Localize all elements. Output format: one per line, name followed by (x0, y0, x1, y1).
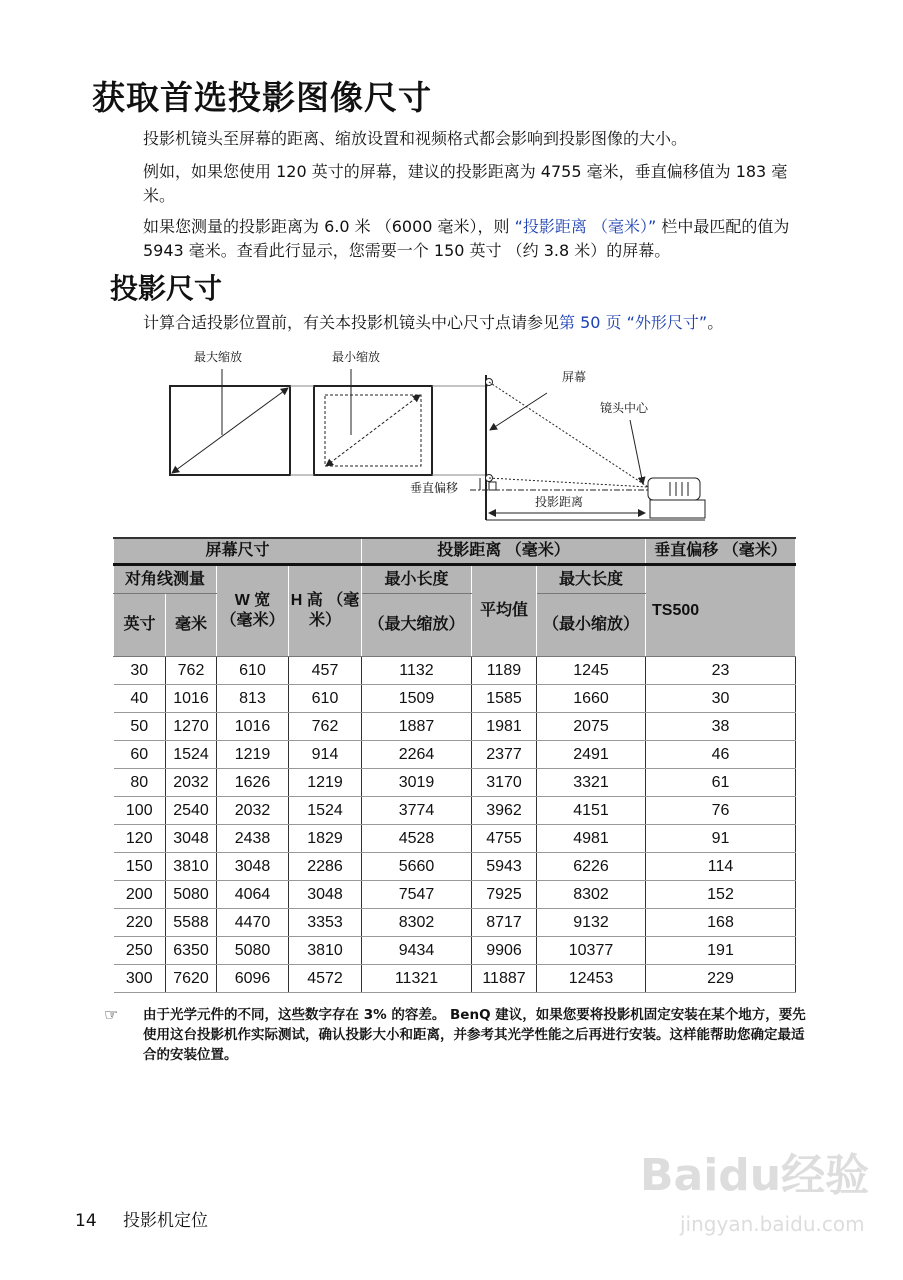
max-zoom-label: 最大缩放 (194, 350, 243, 364)
table-cell: 813 (217, 685, 289, 713)
table-cell: 4755 (472, 825, 537, 853)
table-cell: 300 (114, 965, 166, 993)
table-cell: 6350 (166, 937, 217, 965)
table-and-note (104, 537, 814, 1065)
table-cell: 80 (114, 769, 166, 797)
table-row (114, 825, 796, 853)
table-cell: 7620 (166, 965, 217, 993)
table-cell: 1132 (362, 657, 472, 685)
section-title: 投影尺寸 (110, 272, 223, 305)
table-cell: 3810 (289, 937, 362, 965)
projection-distance-link[interactable]: “投影距离 （毫米）” (514, 217, 657, 236)
table-cell: 3048 (166, 825, 217, 853)
table-cell: 9434 (362, 937, 472, 965)
paragraph-1: 投影机镜头至屏幕的距离、缩放设置和视频格式都会影响到投影图像的大小。 (143, 129, 688, 148)
table-cell: 46 (646, 741, 796, 769)
header-height: H 高 （毫米） (289, 565, 362, 657)
tolerance-note: 由于光学元件的不同，这些数字存在 3% 的容差。 BenQ 建议，如果您要将投影机固定安装在某个地方，要先使用这台投影机作实际测试，确认投影大小和距离，并参考其光学性能之后再进行安装。这样能帮助您确定最适合的安装位置。 (143, 1007, 806, 1063)
section-text-end: 。 (707, 313, 724, 332)
table-cell: 762 (289, 713, 362, 741)
table-cell: 2264 (362, 741, 472, 769)
table-cell: 3019 (362, 769, 472, 797)
paragraph-3-text: 如果您测量的投影距离为 6.0 米 （6000 毫米），则 (143, 217, 515, 236)
table-cell: 4572 (289, 965, 362, 993)
table-cell: 152 (646, 881, 796, 909)
table-cell: 4981 (537, 825, 646, 853)
table-cell: 12453 (537, 965, 646, 993)
table-cell: 9906 (472, 937, 537, 965)
table-cell: 3962 (472, 797, 537, 825)
table-row (114, 853, 796, 881)
table-row (114, 713, 796, 741)
table-cell: 50 (114, 713, 166, 741)
table-cell: 3321 (537, 769, 646, 797)
table-row (114, 937, 796, 965)
pointing-hand-icon: ☞ (104, 1005, 119, 1024)
header-min-length: 最小长度 (362, 565, 472, 594)
table-cell: 60 (114, 741, 166, 769)
watermark-logo: Baidu经验 (640, 1150, 870, 1201)
header-average: 平均值 (472, 565, 537, 657)
table-cell: 1829 (289, 825, 362, 853)
table-cell: 23 (646, 657, 796, 685)
footer-section: 投影机定位 (123, 1211, 208, 1231)
table-cell: 30 (114, 657, 166, 685)
table-cell: 4151 (537, 797, 646, 825)
table-row (114, 741, 796, 769)
table-cell: 2032 (217, 797, 289, 825)
table-cell: 1245 (537, 657, 646, 685)
table-cell: 3048 (217, 853, 289, 881)
screen-label: 屏幕 (562, 370, 587, 384)
table-cell: 150 (114, 853, 166, 881)
page-number: 14 (75, 1211, 97, 1231)
table-cell: 5080 (166, 881, 217, 909)
lens-center-label: 镜头中心 (600, 401, 649, 415)
header-mm: 毫米 (166, 594, 217, 657)
table-cell: 4064 (217, 881, 289, 909)
table-cell: 8302 (537, 881, 646, 909)
min-zoom-label: 最小缩放 (332, 350, 381, 364)
projection-distance-label: 投影距离 (535, 495, 584, 509)
table-cell: 200 (114, 881, 166, 909)
table-cell: 1016 (166, 685, 217, 713)
paragraph-3-text-end: 栏中最匹配的值为 5943 毫米。查看此行显示，您需要一个 150 英寸 （约 3.8 米）的屏幕。 (143, 217, 790, 260)
table-cell: 5588 (166, 909, 217, 937)
table-cell: 1509 (362, 685, 472, 713)
table-cell: 7547 (362, 881, 472, 909)
table-cell: 7925 (472, 881, 537, 909)
table-cell: 5080 (217, 937, 289, 965)
table-cell: 1585 (472, 685, 537, 713)
table-cell: 6096 (217, 965, 289, 993)
table-cell: 6226 (537, 853, 646, 881)
table-cell: 2491 (537, 741, 646, 769)
table-cell: 168 (646, 909, 796, 937)
table-cell: 229 (646, 965, 796, 993)
projection-table (113, 537, 796, 993)
table-cell: 1887 (362, 713, 472, 741)
table-cell: 1270 (166, 713, 217, 741)
table-cell: 9132 (537, 909, 646, 937)
table-row (114, 769, 796, 797)
table-cell: 4528 (362, 825, 472, 853)
paragraph-2: 例如，如果您使用 120 英寸的屏幕，建议的投影距离为 4755 毫米，垂直偏移值为 183 毫米。 (143, 162, 788, 205)
table-cell: 1219 (289, 769, 362, 797)
table-cell: 100 (114, 797, 166, 825)
table-cell: 1219 (217, 741, 289, 769)
table-cell: 3048 (289, 881, 362, 909)
table-cell: 5660 (362, 853, 472, 881)
page-title: 获取首选投影图像尺寸 (92, 78, 432, 117)
table-cell: 2032 (166, 769, 217, 797)
table-cell: 114 (646, 853, 796, 881)
table-cell: 1524 (289, 797, 362, 825)
table-cell: 1016 (217, 713, 289, 741)
note-block (104, 1005, 814, 1065)
table-cell: 61 (646, 769, 796, 797)
table-cell: 1660 (537, 685, 646, 713)
table-cell: 610 (217, 657, 289, 685)
table-row (114, 685, 796, 713)
header-inch: 英寸 (114, 594, 166, 657)
table-cell: 914 (289, 741, 362, 769)
table-cell: 5943 (472, 853, 537, 881)
table-cell: 8302 (362, 909, 472, 937)
header-width: W 宽 （毫米） (217, 565, 289, 657)
table-cell: 11321 (362, 965, 472, 993)
table-cell: 610 (289, 685, 362, 713)
header-max-sub: （最小缩放） (537, 594, 646, 657)
table-cell: 10377 (537, 937, 646, 965)
header-projection-distance: 投影距离 （毫米） (362, 538, 646, 565)
header-model: TS500 (646, 565, 796, 657)
section-text-body: 计算合适投影位置前，有关本投影机镜头中心尺寸点请参见 (143, 313, 560, 332)
table-cell: 40 (114, 685, 166, 713)
header-vertical-offset: 垂直偏移 （毫米） (646, 538, 796, 565)
header-diagonal: 对角线测量 (114, 565, 217, 594)
table-cell: 76 (646, 797, 796, 825)
dimensions-page-link[interactable]: 第 50 页 “外形尺寸” (559, 313, 708, 332)
projection-diagram (0, 0, 903, 530)
table-cell: 30 (646, 685, 796, 713)
table-cell: 8717 (472, 909, 537, 937)
projector-icon (648, 478, 705, 518)
table-cell: 1626 (217, 769, 289, 797)
table-cell: 3810 (166, 853, 217, 881)
table-cell: 120 (114, 825, 166, 853)
table-row (114, 797, 796, 825)
table-row (114, 657, 796, 685)
table-cell: 250 (114, 937, 166, 965)
header-screen-size: 屏幕尺寸 (114, 538, 362, 565)
table-cell: 1189 (472, 657, 537, 685)
table-cell: 4470 (217, 909, 289, 937)
table-cell: 2286 (289, 853, 362, 881)
header-min-sub: （最大缩放） (362, 594, 472, 657)
header-max-length: 最大长度 (537, 565, 646, 594)
table-cell: 3170 (472, 769, 537, 797)
watermark-url: jingyan.baidu.com (680, 1212, 865, 1236)
table-cell: 457 (289, 657, 362, 685)
table-cell: 191 (646, 937, 796, 965)
table-cell: 11887 (472, 965, 537, 993)
table-cell: 1981 (472, 713, 537, 741)
table-cell: 91 (646, 825, 796, 853)
table-row (114, 909, 796, 937)
table-row (114, 881, 796, 909)
table-cell: 2540 (166, 797, 217, 825)
table-cell: 1524 (166, 741, 217, 769)
table-cell: 762 (166, 657, 217, 685)
table-cell: 3774 (362, 797, 472, 825)
table-row (114, 965, 796, 993)
table-cell: 2075 (537, 713, 646, 741)
table-cell: 220 (114, 909, 166, 937)
table-cell: 38 (646, 713, 796, 741)
vertical-offset-label: 垂直偏移 (410, 481, 459, 495)
table-cell: 2438 (217, 825, 289, 853)
table-cell: 3353 (289, 909, 362, 937)
table-cell: 2377 (472, 741, 537, 769)
